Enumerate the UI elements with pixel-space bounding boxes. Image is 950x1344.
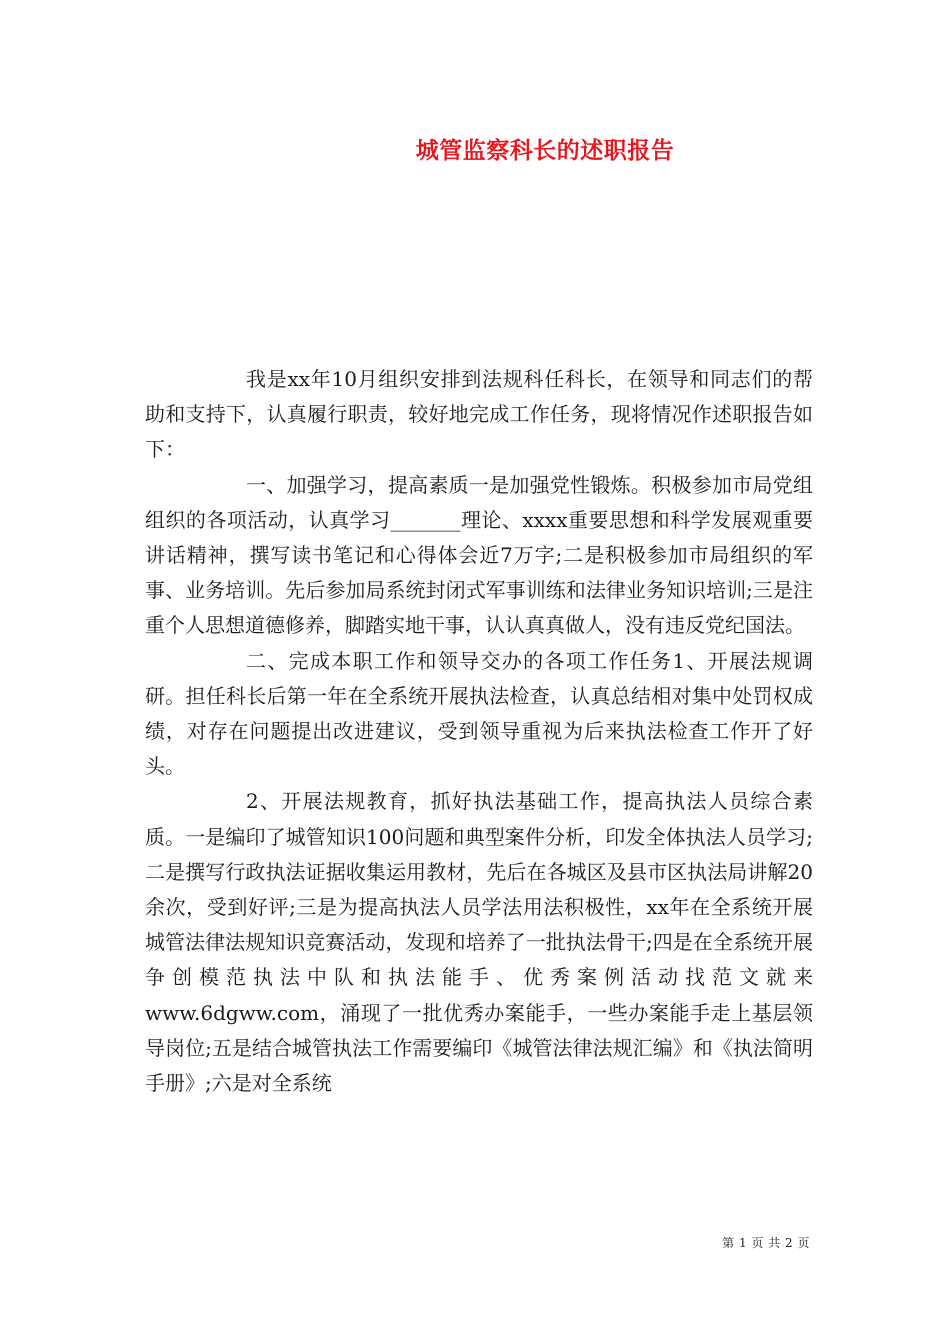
paragraph-item-2: 2、开展法规教育，抓好执法基础工作，提高执法人员综合素质。一是编印了城管知识100问题和典型案件分析，印发全体执法人员学习;二是撰写行政执法证据收集运用教材，先后在各城区及县市区执法局讲解20余次，受到好评;三是为提高执法人员学法用法积极性，xx年在全系统开展城管法律法规知识竞赛活动，发现和培养了一批执法骨干;四是在全系统开展争创模范执法中队和执法能手、优秀案例活动找范文就来www.6dgww.com，涌现了一批优秀办案能手，一些办案能手走上基层领导岗位;五是结合城管执法工作需要编印《城管法律法规汇编》和《执法简明手册》;六是对全系统 <box>145 789 813 1096</box>
page-number: 第 1 页 共 2 页 <box>722 1236 810 1250</box>
paragraph-section-2: 二、完成本职工作和领导交办的各项工作任务1、开展法规调研。担任科长后第一年在全系统开展执法检查，认真总结相对集中处罚权成绩，对存在问题提出改进建议，受到领导重视为后来执法检查工作开了好头。 <box>145 648 813 779</box>
page-title: 城管监察科长的述职报告 <box>415 137 675 164</box>
paragraph-intro: 我是xx年10月组织安排到法规科任科长，在领导和同志们的帮助和支持下，认真履行职责，较好地完成工作任务，现将情况作述职报告如下： <box>145 367 813 462</box>
document-body <box>145 362 813 1101</box>
paragraph-section-1: 一、加强学习，提高素质一是加强党性锻炼。积极参加市局党组组织的各项活动，认真学习_______理论、xxxx重要思想和科学发展观重要讲话精神，撰写读书笔记和心得体会近7万字;二是积极参加市局组织的军事、业务培训。先后参加局系统封闭式军事训练和法律业务知识培训;三是注重个人思想道德修养，脚踏实地干事，认认真真做人，没有违反党纪国法。 <box>145 472 813 638</box>
